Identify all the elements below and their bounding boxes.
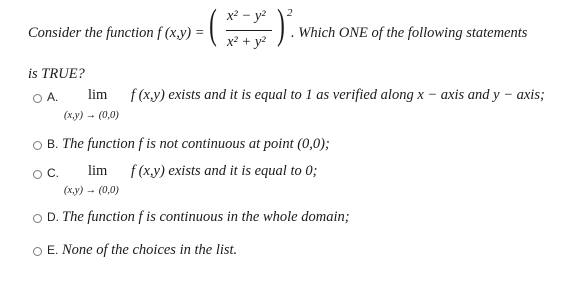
option-e-letter: E. [47, 243, 59, 257]
option-c-text: f (x,y) exists and it is equal to 0; [131, 163, 318, 179]
left-parenthesis: ( [209, 2, 217, 48]
option-c-letter: C. [47, 166, 59, 180]
option-c-lim-subscript: (x,y) → (0,0) [64, 185, 119, 196]
radio-option-b[interactable] [33, 141, 42, 150]
option-d-text: The function f is continuous in the whole domain; [62, 209, 350, 225]
radio-option-d[interactable] [33, 214, 42, 223]
option-e-text: None of the choices in the list. [62, 242, 238, 258]
radio-option-c[interactable] [33, 170, 42, 179]
fraction-denominator: x² + y² [227, 34, 266, 50]
option-a-lim: lim [88, 87, 108, 103]
option-a-letter: A. [47, 90, 59, 104]
fraction-numerator: x² − y² [227, 8, 266, 24]
right-parenthesis: ) [277, 2, 285, 48]
radio-option-e[interactable] [33, 247, 42, 256]
option-b-text: The function f is not continuous at point (0,0); [62, 136, 330, 152]
question-lead: Consider the function f (x,y) = [28, 25, 205, 41]
option-c-lim: lim [88, 163, 108, 179]
question-tail: . Which ONE of the following statements [291, 25, 528, 41]
question-line-2: is TRUE? [28, 66, 85, 82]
fraction-bar [226, 30, 272, 31]
option-d-letter: D. [47, 210, 59, 224]
exponent: 2 [287, 7, 293, 19]
option-a-text: f (x,y) exists and it is equal to 1 as verified along x − axis and y − axis; [131, 87, 545, 103]
option-a-lim-subscript: (x,y) → (0,0) [64, 110, 119, 121]
radio-option-a[interactable] [33, 94, 42, 103]
option-b-letter: B. [47, 137, 59, 151]
